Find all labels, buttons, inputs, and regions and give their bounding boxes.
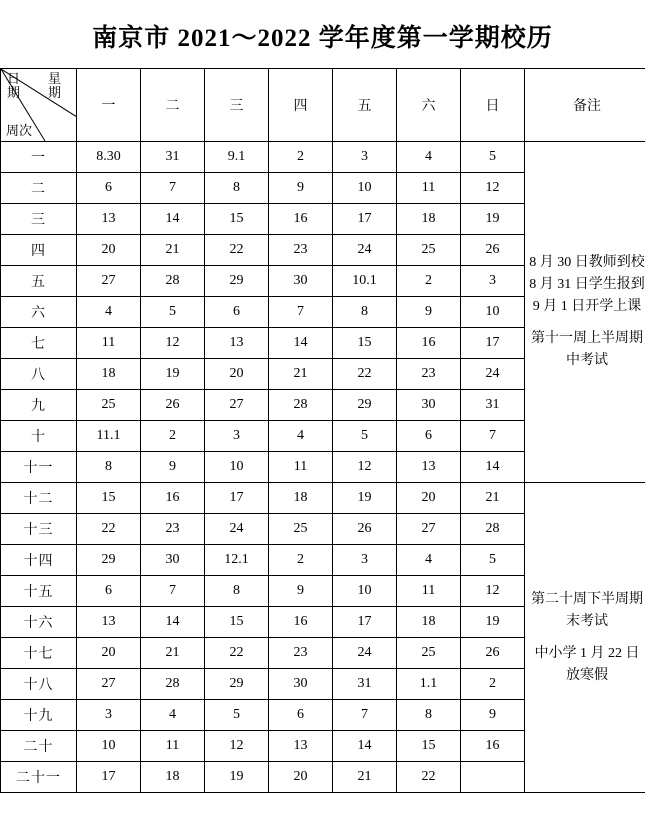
day-cell: 16: [141, 483, 205, 514]
day-cell: 31: [141, 142, 205, 173]
day-cell: 23: [141, 514, 205, 545]
day-cell: 12: [205, 731, 269, 762]
day-cell: 18: [141, 762, 205, 793]
week-label: 十三: [1, 514, 77, 545]
remark-line: 中考试: [566, 353, 608, 368]
day-cell: 17: [461, 328, 525, 359]
day-cell: 30: [141, 545, 205, 576]
day-cell: 15: [205, 204, 269, 235]
day-cell: 27: [77, 266, 141, 297]
day-cell: 29: [205, 669, 269, 700]
day-cell: 14: [269, 328, 333, 359]
day-cell: 29: [333, 390, 397, 421]
table-row: [1, 483, 645, 514]
week-label: 十二: [1, 483, 77, 514]
day-cell: 11: [269, 452, 333, 483]
day-cell: 25: [397, 235, 461, 266]
week-label: 十一: [1, 452, 77, 483]
header-wed: 三: [205, 69, 269, 142]
week-label: 十: [1, 421, 77, 452]
day-cell: 19: [205, 762, 269, 793]
table-row: [1, 142, 645, 173]
day-cell: 17: [333, 204, 397, 235]
day-cell: 22: [397, 762, 461, 793]
day-cell: 2: [269, 545, 333, 576]
day-cell: 30: [397, 390, 461, 421]
day-cell: 10: [77, 731, 141, 762]
header-fri: 五: [333, 69, 397, 142]
week-label: 十六: [1, 607, 77, 638]
day-cell: 4: [397, 545, 461, 576]
day-cell: 8: [333, 297, 397, 328]
day-cell: 22: [333, 359, 397, 390]
day-cell: 18: [269, 483, 333, 514]
day-cell: 10: [461, 297, 525, 328]
day-cell: 15: [77, 483, 141, 514]
week-label: 十五: [1, 576, 77, 607]
day-cell: 20: [269, 762, 333, 793]
day-cell: 4: [141, 700, 205, 731]
day-cell: 9: [269, 173, 333, 204]
remark-spacer: [525, 633, 645, 643]
day-cell: 28: [141, 266, 205, 297]
day-cell: 6: [77, 173, 141, 204]
day-cell: 26: [461, 235, 525, 266]
day-cell: 4: [269, 421, 333, 452]
day-cell: 28: [461, 514, 525, 545]
week-label: 一: [1, 142, 77, 173]
day-cell: 15: [397, 731, 461, 762]
day-cell: 5: [461, 142, 525, 173]
day-cell: 22: [205, 638, 269, 669]
day-cell: 7: [461, 421, 525, 452]
header-mon: 一: [77, 69, 141, 142]
week-label: 七: [1, 328, 77, 359]
day-cell: 20: [205, 359, 269, 390]
day-cell: 11: [397, 576, 461, 607]
day-cell: 28: [141, 669, 205, 700]
day-cell: 2: [397, 266, 461, 297]
day-cell: 15: [205, 607, 269, 638]
day-cell: 22: [205, 235, 269, 266]
day-cell: 6: [77, 576, 141, 607]
day-cell: 21: [141, 235, 205, 266]
day-cell: 12: [333, 452, 397, 483]
week-label: 九: [1, 390, 77, 421]
day-cell: 22: [77, 514, 141, 545]
day-cell: 8: [205, 576, 269, 607]
day-cell: 25: [77, 390, 141, 421]
day-cell: 11: [141, 731, 205, 762]
day-cell: 19: [461, 204, 525, 235]
remark-spacer: [525, 318, 645, 328]
day-cell: 11: [77, 328, 141, 359]
day-cell: 3: [333, 545, 397, 576]
day-cell: 10: [205, 452, 269, 483]
day-cell: 13: [397, 452, 461, 483]
day-cell: 5: [333, 421, 397, 452]
day-cell: 3: [205, 421, 269, 452]
day-cell: 25: [397, 638, 461, 669]
day-cell: 20: [397, 483, 461, 514]
day-cell: 21: [461, 483, 525, 514]
remarks-first-half: [525, 142, 645, 483]
remark-line: 第二十周下半周期: [531, 591, 643, 607]
header-thu: 四: [269, 69, 333, 142]
remark-line: 末考试: [566, 613, 608, 629]
day-cell: 14: [461, 452, 525, 483]
day-cell: 13: [205, 328, 269, 359]
day-cell-empty: [461, 762, 525, 793]
day-cell: 3: [333, 142, 397, 173]
day-cell: 12: [141, 328, 205, 359]
day-cell: 11.1: [77, 421, 141, 452]
day-cell: 5: [141, 297, 205, 328]
remark-line: 放寒假: [566, 667, 608, 683]
day-cell: 31: [461, 390, 525, 421]
day-cell: 29: [77, 545, 141, 576]
week-label: 八: [1, 359, 77, 390]
remark-line: 8 月 30 日教师到校: [529, 255, 645, 270]
day-cell: 1.1: [397, 669, 461, 700]
day-cell: 2: [461, 669, 525, 700]
day-cell: 21: [269, 359, 333, 390]
day-cell: 19: [461, 607, 525, 638]
day-cell: 30: [269, 669, 333, 700]
remarks-second-half: [525, 483, 645, 793]
week-label: 十四: [1, 545, 77, 576]
week-label: 十八: [1, 669, 77, 700]
day-cell: 6: [205, 297, 269, 328]
day-cell: 6: [269, 700, 333, 731]
week-label: 五: [1, 266, 77, 297]
day-cell: 12.1: [205, 545, 269, 576]
day-cell: 13: [269, 731, 333, 762]
day-cell: 18: [397, 204, 461, 235]
header-sat: 六: [397, 69, 461, 142]
day-cell: 9: [269, 576, 333, 607]
day-cell: 16: [269, 204, 333, 235]
day-cell: 9: [461, 700, 525, 731]
header-remarks: 备注: [525, 69, 645, 142]
day-cell: 7: [269, 297, 333, 328]
day-cell: 8.30: [77, 142, 141, 173]
day-cell: 17: [77, 762, 141, 793]
day-cell: 3: [461, 266, 525, 297]
remark-line: 中小学 1 月 22 日: [534, 645, 640, 661]
day-cell: 10.1: [333, 266, 397, 297]
day-cell: 7: [333, 700, 397, 731]
day-cell: 20: [77, 638, 141, 669]
corner-header-cell: [1, 69, 77, 142]
day-cell: 4: [397, 142, 461, 173]
day-cell: 14: [141, 204, 205, 235]
day-cell: 7: [141, 576, 205, 607]
day-cell: 26: [333, 514, 397, 545]
page-title: 南京市 2021～2022 学年度第一学期校历: [92, 25, 553, 52]
week-label: 十九: [1, 700, 77, 731]
day-cell: 24: [205, 514, 269, 545]
day-cell: 26: [141, 390, 205, 421]
day-cell: 18: [397, 607, 461, 638]
week-label: 二十一: [1, 762, 77, 793]
remark-line: 8 月 31 日学生报到: [529, 277, 645, 292]
day-cell: 24: [333, 235, 397, 266]
week-label: 四: [1, 235, 77, 266]
day-cell: 12: [461, 173, 525, 204]
day-cell: 15: [333, 328, 397, 359]
day-cell: 12: [461, 576, 525, 607]
day-cell: 30: [269, 266, 333, 297]
day-cell: 14: [141, 607, 205, 638]
remark-line: 第十一周上半周期: [531, 331, 643, 346]
day-cell: 5: [205, 700, 269, 731]
day-cell: 26: [461, 638, 525, 669]
day-cell: 17: [205, 483, 269, 514]
header-tue: 二: [141, 69, 205, 142]
day-cell: 2: [269, 142, 333, 173]
day-cell: 23: [269, 235, 333, 266]
week-label: 三: [1, 204, 77, 235]
day-cell: 10: [333, 173, 397, 204]
day-cell: 31: [333, 669, 397, 700]
day-cell: 21: [333, 762, 397, 793]
day-cell: 20: [77, 235, 141, 266]
day-cell: 23: [269, 638, 333, 669]
day-cell: 29: [205, 266, 269, 297]
day-cell: 4: [77, 297, 141, 328]
day-cell: 2: [141, 421, 205, 452]
day-cell: 8: [77, 452, 141, 483]
day-cell: 27: [397, 514, 461, 545]
day-cell: 28: [269, 390, 333, 421]
remark-line: 9 月 1 日开学上课: [532, 299, 642, 314]
week-label: 二: [1, 173, 77, 204]
day-cell: 14: [333, 731, 397, 762]
corner-label-weekday: 星 期: [48, 71, 62, 100]
day-cell: 23: [397, 359, 461, 390]
day-cell: 27: [205, 390, 269, 421]
day-cell: 13: [77, 204, 141, 235]
day-cell: 5: [461, 545, 525, 576]
day-cell: 9: [397, 297, 461, 328]
day-cell: 17: [333, 607, 397, 638]
day-cell: 13: [77, 607, 141, 638]
week-label: 六: [1, 297, 77, 328]
corner-label-date: 日 期: [7, 71, 21, 100]
day-cell: 21: [141, 638, 205, 669]
day-cell: 19: [333, 483, 397, 514]
corner-diagonal-box: [1, 69, 76, 141]
day-cell: 16: [461, 731, 525, 762]
day-cell: 8: [397, 700, 461, 731]
day-cell: 7: [141, 173, 205, 204]
table-header-row: [1, 69, 645, 142]
day-cell: 16: [269, 607, 333, 638]
day-cell: 6: [397, 421, 461, 452]
corner-label-weeknum: 周次: [6, 123, 33, 138]
week-label: 十七: [1, 638, 77, 669]
day-cell: 18: [77, 359, 141, 390]
day-cell: 25: [269, 514, 333, 545]
day-cell: 19: [141, 359, 205, 390]
school-calendar-table: [0, 68, 645, 793]
header-sun: 日: [461, 69, 525, 142]
day-cell: 24: [333, 638, 397, 669]
day-cell: 27: [77, 669, 141, 700]
day-cell: 8: [205, 173, 269, 204]
day-cell: 3: [77, 700, 141, 731]
day-cell: 9.1: [205, 142, 269, 173]
day-cell: 10: [333, 576, 397, 607]
week-label: 二十: [1, 731, 77, 762]
day-cell: 11: [397, 173, 461, 204]
day-cell: 9: [141, 452, 205, 483]
day-cell: 24: [461, 359, 525, 390]
day-cell: 16: [397, 328, 461, 359]
